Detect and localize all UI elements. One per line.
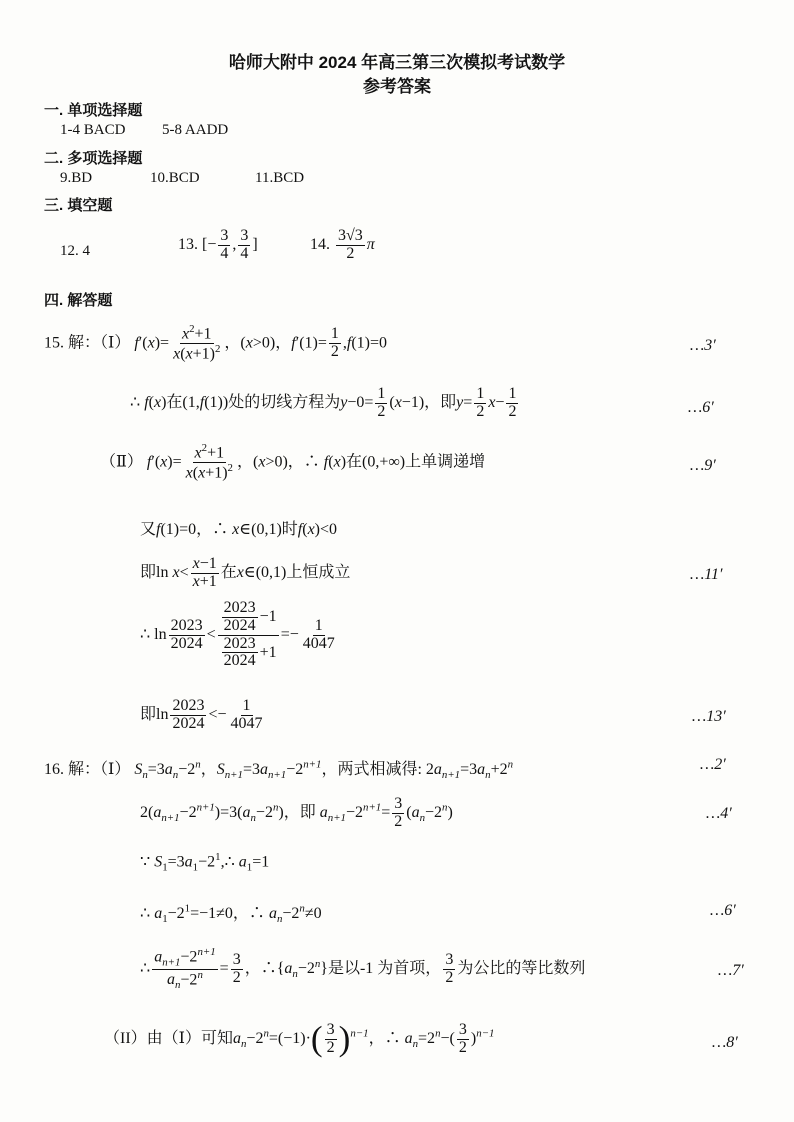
q15-score-3: …3′ (690, 337, 716, 354)
q16-line-5: ∴ $\frac{a_{n+1}-2^{n+1}}{a_n-2^n}$ = $\frac{3}{2}$ ，$\therefore\{a_n-2^n\}$是以-1 为首项， $\frac{3}{2}$ 为公比的等比数列 (140, 946, 586, 992)
q15-label: 15. 解：（Ⅰ） (44, 334, 131, 352)
q15-line-5: 即ln x< $\frac{x-1}{x+1}$ 在x∈(0,1)上恒成立 (140, 555, 351, 590)
q16-score-2: …2′ (700, 756, 726, 773)
q16-part2-label: （II）由（Ⅰ）可知 (104, 1029, 233, 1047)
q16-line-6: （II）由（Ⅰ）可知$a_n-2^n=(-1)\cdot$( $\frac{3}{2}$ )$^{n-1}$，∴ $a_n=2^n-$( $\frac{3}{2}$ )$^{n-1}$ (104, 1019, 495, 1059)
answer-14-denominator: 2 (346, 244, 355, 262)
q15-line-4: 又f(1)=0，∴ x∈(0,1)时f(x)<0 (140, 521, 338, 538)
answer-11: 11.BCD (255, 170, 305, 186)
section-single-choice-heading: 一. 单项选择题 (44, 102, 143, 119)
answer-14-label: 14. (310, 235, 330, 253)
document-subtitle: 参考答案 (363, 77, 431, 96)
section-solutions-heading: 四. 解答题 (44, 292, 113, 309)
q16-score-4: …4′ (706, 805, 732, 822)
answers-5-8: 5-8 AADD (162, 122, 229, 138)
answer-13-label: 13. (178, 235, 198, 253)
q16-line-2: $2(a_{n+1}-2^{n+1})=3(a_n-2^n)$，即 $a_{n+1}-2^{n+1}=$ $\frac{3}{2}$ $(a_n-2^n)$ (140, 795, 453, 830)
section-fill-blank-heading: 三. 填空题 (44, 197, 113, 214)
answer-13: 13. [− $\frac{3}{4}$ , $\frac{3}{4}$ ] (178, 227, 258, 262)
answer-10: 10.BCD (150, 170, 200, 186)
q16-line-1: 16. 解：（Ⅰ） $S_n=3a_n-2^n$，$S_{n+1}=3a_{n+1}-2^{n+1}$，两式相减得: $2a_{n+1}=3a_n+2^n$ (44, 758, 514, 782)
q15-score-6: …6′ (688, 399, 714, 416)
q15-line-1: 15. 解：（Ⅰ） f′(x)= $\frac{x^2+1}{x(x+1)^2}$ ，(x>0)，f′(1)= $\frac{1}{2}$ ,f(1)=0 (44, 323, 388, 363)
q15-line-6: ∴ ln $\frac{2023}{2024}$ < $\frac{2023}{2024}$ −1 $\frac{2023}{2024}$ +1 =− $\frac{1}{4047}$ (140, 599, 335, 670)
q15-line-7: 即ln $\frac{2023}{2024}$ <− $\frac{1}{4047}$ (140, 697, 263, 732)
answer-14-pi: π (366, 235, 375, 253)
q15-line-2: ∴ f(x)在(1,f(1))处的切线方程为y−0= $\frac{1}{2}$ (x−1)，即y= $\frac{1}{2}$ x− $\frac{1}{2}$ (130, 385, 517, 420)
q15-score-13: …13′ (692, 708, 726, 725)
q15-line-3: （Ⅱ） f′(x)= $\frac{x^2+1}{x(x+1)^2}$ ，(x>0)，∴ f(x)在(0,+∞)上单调递增 (100, 442, 486, 482)
q15-part2-label: （Ⅱ） (100, 453, 143, 471)
answers-1-4: 1-4 BACD (60, 122, 126, 138)
answer-9: 9.BD (60, 170, 93, 186)
q16-score-7: …7′ (718, 962, 744, 979)
q16-line-4: ∴ $a_1-2^1=-1\ne 0$，∴ $a_n-2^n\ne 0$ (140, 902, 322, 926)
q16-line-3: ∵ $S_1=3a_1-2^1,\therefore$ $a_1=1$ (140, 851, 270, 874)
q15-score-11: …11′ (690, 566, 723, 583)
document-title: 哈师大附中 2024 年高三第三次模拟考试数学 (228, 53, 566, 72)
section-multi-choice-heading: 二. 多项选择题 (44, 150, 143, 167)
answer-14 (310, 228, 375, 263)
answer-14-numerator: 3√3 (338, 227, 363, 244)
q16-label: 16. 解：（Ⅰ） (44, 761, 131, 778)
q16-score-6: …6′ (710, 902, 736, 919)
q15-score-9: …9′ (690, 457, 716, 474)
q16-score-8: …8′ (712, 1034, 738, 1051)
answer-12: 12. 4 (60, 243, 90, 259)
